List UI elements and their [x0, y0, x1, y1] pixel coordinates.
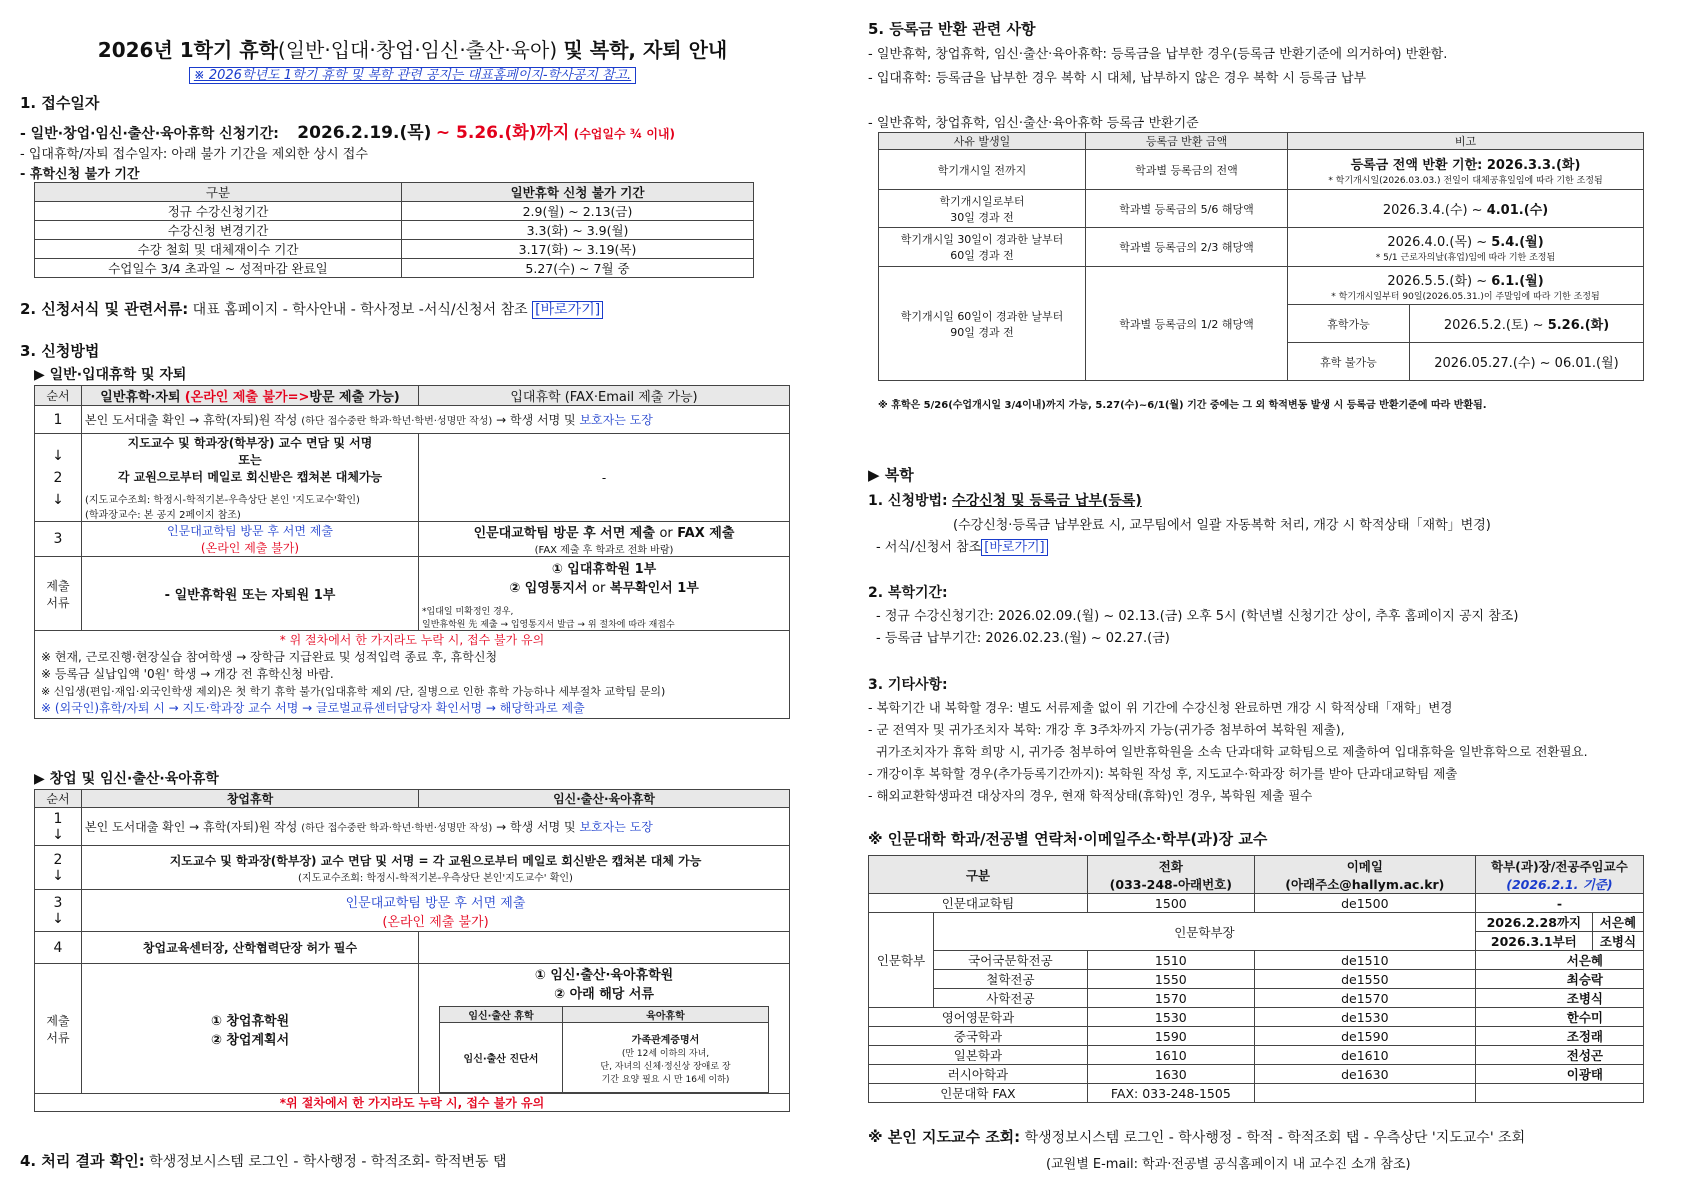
cell: 중국학과 — [869, 1027, 1088, 1046]
t2-r2-l1: 지도교수 및 학과장(학부장) 교수 면담 및 서명 = 각 교원으로부터 메일로 회신받은 캡쳐본 대체 가능 — [169, 853, 702, 868]
refund-r1-a: 학기개시일 전까지 — [879, 150, 1086, 190]
cell: - — [1475, 894, 1643, 913]
s3-heading: 3. 신청방법 — [20, 342, 100, 360]
contact-heading: ※ 인문대학 학과/전공별 연락처·이메일주소·학부(과)장 교수 — [868, 830, 1268, 848]
cell: 이광태 — [1475, 1065, 1643, 1084]
refund-r1-b: 학과별 등록금의 전액 — [1086, 150, 1288, 190]
table-row — [869, 1065, 1644, 1084]
t2-inner-c1: 임신·출산 진단서 — [440, 1023, 563, 1093]
t2-warn: *위 절차에서 한 가지라도 누락 시, 접수 불가 유의 — [35, 1094, 790, 1112]
table-row — [869, 1046, 1644, 1065]
bok-s3-lines — [868, 697, 1588, 807]
t2-r4-left: 창업교육센터장, 산학협력단장 허가 필수 — [82, 932, 419, 964]
refund-r4-e2: 2026.05.27.(수) ~ 06.01.(월) — [1410, 343, 1644, 381]
startup-leave-table — [34, 789, 790, 1112]
refund-r3-c3: * 5/1 근로자의날(휴업)임에 따라 기한 조정됨 — [1375, 253, 1556, 263]
contact-h4b: (2026.2.1. 기준) — [1506, 876, 1613, 892]
t1-h-general-a: 일반휴학·자퇴 — [100, 390, 181, 405]
contact-h2a: 전화 — [1158, 858, 1183, 874]
t1-r4-r2c: 복무확인서 1부 — [609, 580, 699, 596]
s3-sub2: ▶ 창업 및 임신·출산·육아휴학 — [34, 771, 219, 787]
t2-r1-c: → 학생 서명 및 — [496, 820, 576, 834]
cell: 일본학과 — [869, 1046, 1088, 1065]
t1-r4-n2: 일반휴학원 先 제출 → 입영통지서 발급 → 위 절차에 따라 재접수 — [422, 619, 675, 630]
contact-h1: 구분 — [869, 856, 1088, 894]
cell: 국어국문학전공 — [934, 951, 1088, 970]
t1-r2-right: - — [419, 434, 790, 522]
refund-r2-c — [1288, 190, 1644, 228]
t1-note-foreign: ※ (외국인)휴학/자퇴 시 → 지도·학과장 교수 서명 → 글로벌교류센터담당자 확인서명 → 해당학과로 제출 — [41, 701, 585, 715]
blackout-table — [34, 182, 754, 278]
t1-r2-l3: 각 교원으로부터 메일로 회신받은 캡쳐본 대체가능 — [117, 470, 383, 484]
arrow-down-icon: ↓ — [52, 491, 64, 508]
t2-r5-label1: 제출 — [46, 1013, 70, 1028]
title-bold-2: 및 복학, 자퇴 안내 — [563, 38, 728, 62]
advisor-heading: ※ 본인 지도교수 조회: — [868, 1128, 1021, 1146]
refund-r4-c2: 6.1.(월) — [1491, 273, 1544, 289]
bok-s2-heading: 2. 복학기간: — [868, 585, 948, 601]
cell: 한수미 — [1475, 1008, 1643, 1027]
bok-s3-line: - 군 전역자 및 귀가조치자 복학: 개강 후 3주차까지 가능(귀가증 첨부하여 복학원 제출), — [868, 722, 1345, 737]
refund-r3-c — [1288, 228, 1644, 267]
arrow-down-icon: ↓ — [52, 910, 64, 927]
s1-line1-note: (수업일수 ¾ 이내) — [573, 127, 676, 141]
refund-r2-b: 학과별 등록금의 5/6 해당액 — [1086, 190, 1288, 228]
t2-r2-l2: (지도교수조회: 학정시-학적기본-우측상단 본인'지도교수' 확인) — [298, 872, 573, 884]
cell: 3.17(화) ~ 3.19(목) — [402, 240, 754, 259]
refund-r3-a2: 60일 경과 전 — [950, 249, 1014, 262]
t1-r2-n2: (학과장교수: 본 공지 2페이지 참조) — [85, 510, 241, 521]
refund-r4-d1: 휴학가능 — [1288, 305, 1410, 343]
cell: 사학전공 — [934, 989, 1088, 1008]
t2-inner-c2a: 가족관계증명서 — [631, 1034, 700, 1046]
contact-h4a: 학부(과)장/전공주임교수 — [1491, 858, 1628, 874]
refund-r2-a2: 30일 경과 전 — [950, 210, 1014, 224]
cell — [1254, 1084, 1475, 1103]
cell: de1510 — [1254, 951, 1475, 970]
advisor-text: 학생정보시스템 로그인 - 학사행정 - 학적 - 학적조회 탭 - 우측상단 '지도교수' 조회 — [1024, 1130, 1526, 1146]
t1-r3-left — [82, 522, 419, 557]
refund-r4-c — [1288, 267, 1644, 305]
bok-s1-line2: (수강신청·등록금 납부완료 시, 교무팀에서 일괄 자동복학 처리, 개강 시 학적상태「재학」변경) — [953, 518, 1491, 533]
cell: 1590 — [1087, 1027, 1254, 1046]
t1-r1-c: → 학생 서명 및 — [496, 413, 576, 427]
cell: 서은혜 — [1475, 951, 1643, 970]
cell: 1550 — [1087, 970, 1254, 989]
t1-notes — [35, 631, 790, 719]
cell: 최승락 — [1475, 970, 1643, 989]
arrow-down-icon: ↓ — [52, 826, 64, 843]
t1-r3-l2: (온라인 제출 불가) — [200, 541, 300, 555]
advisor-line2: (교원별 E-mail: 학과·전공별 공식홈페이지 내 교수진 소개 참조) — [1046, 1157, 1411, 1172]
s4-heading: 4. 처리 결과 확인: — [20, 1152, 145, 1170]
cell: 2.9(월) ~ 2.13(금) — [402, 202, 754, 221]
t2-inner-c2c: 단, 자녀의 신체·정신상 장애로 장 — [600, 1061, 731, 1072]
t2-r3-num-text: 3 — [53, 894, 63, 911]
title-normal: (일반·입대·창업·임신·출산·육아) — [277, 38, 558, 62]
t2-r2-num-text: 2 — [53, 851, 63, 868]
page-title — [20, 34, 805, 63]
t1-r4-label2: 서류 — [46, 595, 70, 610]
refund-r4-d2b: 5.26.(화) — [1547, 318, 1610, 333]
table-row — [869, 1008, 1644, 1027]
refund-r2-a1: 학기개시일로부터 — [939, 194, 1025, 208]
cell: 전성곤 — [1475, 1046, 1643, 1065]
s1-line2: - 입대휴학/자퇴 접수일자: 아래 불가 기간을 제외한 상시 접수 — [20, 147, 368, 162]
refund-r2-a — [879, 190, 1086, 228]
bok-s3-line: - 복학기간 내 복학할 경우: 별도 서류제출 없이 위 기간에 수강신청 완료하면 개강 시 학적상태「재학」변경 — [868, 700, 1453, 715]
refund-r3-a1: 학기개시일 30일이 경과한 날부터 — [900, 233, 1064, 246]
s1-line1-label: - 일반·창업·임신·출산·육아휴학 신청기간: — [20, 126, 279, 142]
bok-s1-line — [868, 490, 1142, 510]
table-row — [869, 989, 1644, 1008]
s3-sub1: ▶ 일반·입대휴학 및 자퇴 — [34, 367, 187, 383]
arrow-down-icon: ↓ — [52, 867, 64, 884]
s1-line1-end: ~ 5.26.(화)까지 — [435, 123, 570, 143]
cell: 1610 — [1087, 1046, 1254, 1065]
t2-r1-num — [35, 808, 82, 846]
refund-r1-c1: 등록금 전액 반환 기한: 2026.3.3.(화) — [1350, 157, 1581, 173]
table-row — [869, 951, 1644, 970]
cell: 1530 — [1087, 1008, 1254, 1027]
s2-text: 대표 홈페이지 - 학사안내 - 학사정보 -서식/신청서 참조 — [192, 302, 528, 318]
bok-s3-line: - 개강이후 복학할 경우(추가등록기간까지): 복학원 작성 후, 지도교수·학과장 허가를 받아 단과대교학팀 제출 — [868, 766, 1458, 781]
t1-r1-a: 본인 도서대출 확인 → 휴학(자퇴)원 작성 — [85, 413, 298, 427]
contact-dean-n1: 서은혜 — [1592, 913, 1643, 932]
s2-line — [20, 298, 603, 319]
refund-h1: 사유 발생일 — [879, 133, 1086, 150]
refund-r3-a — [879, 228, 1086, 267]
t1-r3-r1a: 인문대교학팀 방문 후 서면 제출 — [473, 526, 655, 541]
cell: 인문대학 FAX — [869, 1084, 1088, 1103]
t1-h-military: 입대휴학 (FAX·Email 제출 가능) — [419, 386, 790, 406]
contact-dept-label: 인문학부 — [869, 913, 934, 1008]
refund-r2-c2: 4.01.(수) — [1486, 203, 1549, 218]
t1-r4-n1: *입대일 미확정인 경우, — [422, 606, 514, 617]
cell: FAX: 033-248-1505 — [1087, 1084, 1254, 1103]
refund-r4-d2a: 2026.5.2.(토) ~ — [1443, 318, 1544, 333]
contact-dean-p1: 2026.2.28까지 — [1475, 913, 1592, 932]
t2-r2-num — [35, 846, 82, 890]
t1-r2-num-text: 2 — [53, 469, 63, 486]
refund-r4-c1: 2026.5.5.(화) ~ — [1387, 273, 1488, 289]
t2-r3-num — [35, 890, 82, 932]
cell: de1610 — [1254, 1046, 1475, 1065]
advisor-line — [868, 1126, 1525, 1147]
table-row — [869, 1084, 1644, 1103]
contact-h3 — [1254, 856, 1475, 894]
cell: 3.3(화) ~ 3.9(월) — [402, 221, 754, 240]
t2-h-order: 순서 — [35, 790, 82, 808]
t2-r3-l2: (온라인 제출 불가) — [382, 914, 489, 930]
t1-r3-num: 3 — [35, 522, 82, 557]
t1-r1-b: (하단 접수중란 학과·학년·학번·성명만 작성) — [301, 416, 493, 427]
cell: de1570 — [1254, 989, 1475, 1008]
bok-s3-line: - 해외교환학생파견 대상자의 경우, 현재 학적상태(휴학)인 경우, 복학원 제출 필수 — [868, 788, 1313, 803]
cell: 영어영문학과 — [869, 1008, 1088, 1027]
t2-r1-a: 본인 도서대출 확인 → 휴학(자퇴)원 작성 — [85, 820, 298, 834]
t2-inner-c2 — [562, 1023, 768, 1093]
refund-h3: 비고 — [1288, 133, 1644, 150]
t1-r3-r1c: FAX 제출 — [677, 526, 735, 541]
t2-r5-right — [419, 964, 790, 1094]
s5-line3: - 일반휴학, 창업휴학, 임신·출산·육아휴학 등록금 반환기준 — [868, 116, 1199, 131]
blackout-h2: 일반휴학 신청 불가 기간 — [402, 183, 754, 202]
table-row — [35, 259, 754, 278]
s2-shortcut-link[interactable]: [바로가기] — [532, 301, 603, 319]
t2-inner-c2d: 기간 요양 필요 시 만 16세 이하) — [601, 1074, 730, 1085]
cell: 1510 — [1087, 951, 1254, 970]
t2-r5-r1: ① 임신·출산·육아휴학원 — [534, 968, 674, 983]
t2-inner-c2b: (만 12세 이하의 자녀, — [621, 1048, 710, 1059]
title-bold-1: 2026년 1학기 휴학 — [97, 38, 278, 62]
t1-r3-l1: 인문대교학팀 방문 후 서면 제출 — [167, 524, 333, 538]
refund-r4-a — [879, 267, 1086, 381]
t1-r3-r2: (FAX 제출 후 학과로 전화 바람) — [534, 545, 674, 556]
cell: 1500 — [1087, 894, 1254, 913]
t1-r2-l1: 지도교수 및 학과장(학부장) 교수 면담 및 서명 — [127, 436, 373, 450]
contact-h3a: 이메일 — [1346, 858, 1383, 874]
t2-r1-num-text: 1 — [53, 810, 63, 827]
contact-dean-n2: 조병식 — [1592, 932, 1643, 951]
t2-inner-table — [439, 1006, 769, 1093]
cell: 5.27(수) ~ 7월 중 — [402, 259, 754, 278]
s2-heading: 2. 신청서식 및 관련서류: — [20, 300, 189, 318]
table-row — [869, 894, 1644, 913]
refund-r3-c1: 2026.4.0.(목) ~ — [1387, 235, 1488, 250]
t2-r4-num: 4 — [35, 932, 82, 964]
cell: de1590 — [1254, 1027, 1475, 1046]
cell: 조병식 — [1475, 989, 1643, 1008]
refund-table — [878, 132, 1644, 381]
refund-r4-d2 — [1410, 305, 1644, 343]
refund-r1-c2: * 학기개시일(2026.03.03.) 전일이 대체공휴일임에 따라 기한 조정됨 — [1328, 175, 1603, 186]
refund-r4-a1: 학기개시일 60일이 경과한 날부터 — [900, 309, 1064, 323]
t2-r4-right — [419, 932, 790, 964]
t2-r5-label2: 서류 — [46, 1030, 70, 1045]
cell: de1550 — [1254, 970, 1475, 989]
bok-s1-line3-text: - 서식/신청서 참조 — [876, 540, 982, 555]
cell: 수강신청 변경기간 — [35, 221, 402, 240]
t1-r4-r1: ① 입대휴학원 1부 — [551, 561, 657, 577]
t1-r2-l2: 또는 — [238, 453, 262, 467]
bok-s1-line3 — [876, 536, 1048, 555]
s4-text: 학생정보시스템 로그인 - 학사행정 - 학적조회- 학적변동 탭 — [149, 1154, 507, 1170]
t1-r1-d: 보호자는 도장 — [579, 413, 653, 427]
refund-r4-e1: 휴학 불가능 — [1288, 343, 1410, 381]
contact-h2b: (033-248-아래번호) — [1109, 876, 1232, 892]
t1-note: ※ 등록금 실납입액 '0원' 학생 → 개강 전 휴학신청 바람. — [41, 667, 334, 681]
t1-r2-left — [82, 434, 419, 522]
t2-r5-r2: ② 아래 해당 서류 — [554, 987, 654, 1002]
refund-note: ※ 휴학은 5/26(수업개시일 3/4이내)까지 가능, 5.27(수)~6/1(월) 기간 중에는 그 외 학적변동 발생 시 등록금 반환기준에 따라 반환됨. — [878, 400, 1487, 411]
table-row — [35, 221, 754, 240]
t1-h-general-c: 방문 제출 가능) — [309, 390, 400, 405]
refund-r4-c3: * 학기개시일부터 90일(2026.05.31.)이 주말임에 따라 기한 조정됨 — [1331, 291, 1600, 302]
cell: 수업일수 3/4 초과일 ~ 성적마감 완료일 — [35, 259, 402, 278]
notice-wrap — [20, 64, 805, 83]
t1-r2-n1: (지도교수조회: 학정시-학적기본-우측상단 본인 '지도교수'확인) — [85, 495, 360, 506]
contact-h2 — [1087, 856, 1254, 894]
t2-inner-h1: 임신·출산 휴학 — [440, 1007, 563, 1023]
cell: 수강 철회 및 대체재이수 기간 — [35, 240, 402, 259]
contact-table — [868, 855, 1644, 1103]
cell: de1630 — [1254, 1065, 1475, 1084]
blackout-h1: 구분 — [35, 183, 402, 202]
t2-r1-b: (하단 접수중란 학과·학년·학번·성명만 작성) — [301, 823, 493, 834]
t2-h-parental: 임신·출산·육아휴학 — [419, 790, 790, 808]
cell: 1570 — [1087, 989, 1254, 1008]
t2-r1-text — [82, 808, 790, 846]
t1-r3-r1b: or — [659, 526, 673, 541]
t1-r3-right — [419, 522, 790, 557]
t2-r1-d: 보호자는 도장 — [579, 820, 653, 834]
refund-h2: 등록금 반환 금액 — [1086, 133, 1288, 150]
bok-s1-underlined: 수강신청 및 등록금 납부(등록) — [952, 493, 1142, 509]
s1-line1 — [20, 118, 675, 143]
t1-note: ※ 현재, 근로진행·현장실습 참여학생 → 장학금 지급완료 및 성적입력 종료 후, 휴학신청 — [41, 650, 498, 664]
bok-s2-line1: - 정규 수강신청기간: 2026.02.09.(월) ~ 02.13.(금) 오후 5시 (학년별 신청기간 상이, 추후 홈페이지 공지 참조) — [876, 609, 1519, 624]
bok-s3-heading: 3. 기타사항: — [868, 677, 948, 693]
notice-link[interactable]: ※ 2026학년도 1학기 휴학 및 복학 관련 공지는 대표홈페이지-학사공지 참고. — [189, 67, 636, 84]
cell: 1630 — [1087, 1065, 1254, 1084]
t1-r1-text — [82, 406, 790, 434]
refund-r3-c2: 5.4.(월) — [1491, 235, 1544, 250]
t2-inner-h2: 육아휴학 — [562, 1007, 768, 1023]
t2-h-startup: 창업휴학 — [82, 790, 419, 808]
bok-s2-line2: - 등록금 납부기간: 2026.02.23.(월) ~ 02.27.(금) — [876, 631, 1170, 646]
s5-line1: - 일반휴학, 창업휴학, 임신·출산·육아휴학: 등록금을 납부한 경우(등록금 반환기준에 의거하여) 반환함. — [868, 47, 1448, 62]
t1-r4-r2a: ② 입영통지서 — [509, 580, 588, 596]
table-row — [869, 970, 1644, 989]
cell: 인문대교학팀 — [869, 894, 1088, 913]
contact-h4 — [1475, 856, 1643, 894]
t1-h-general — [82, 386, 419, 406]
t1-r4-label1: 제출 — [46, 578, 70, 593]
s5-heading: 5. 등록금 반환 관련 사항 — [868, 20, 1036, 38]
t2-r5-l2: ② 창업계획서 — [210, 1032, 290, 1048]
t2-r5-label — [35, 964, 82, 1094]
arrow-down-icon: ↓ — [52, 447, 64, 464]
t2-r3-text — [82, 890, 790, 932]
t1-r4-r2b: or — [592, 580, 606, 596]
general-leave-table — [34, 385, 790, 719]
refund-r1-c — [1288, 150, 1644, 190]
s1-line1-date: 2026.2.19.(목) — [297, 123, 432, 143]
t1-warn: * 위 절차에서 한 가지라도 누락 시, 접수 불가 유의 — [279, 633, 545, 647]
t1-h-general-b: (온라인 제출 불가=> — [184, 390, 310, 405]
bok-s3-line: 귀가조치자가 휴학 희망 시, 귀가증 첨부하여 일반휴학원을 소속 단과대학 교학팀으로 제출하여 입대휴학을 일반휴학으로 전환필요. — [868, 744, 1588, 759]
cell: de1500 — [1254, 894, 1475, 913]
contact-dean-p2: 2026.3.1부터 — [1475, 932, 1592, 951]
cell: 조정래 — [1475, 1027, 1643, 1046]
table-row — [35, 202, 754, 221]
t1-r1-num: 1 — [35, 406, 82, 434]
s1-line3: - 휴학신청 불가 기간 — [20, 167, 140, 182]
t2-r2-text — [82, 846, 790, 890]
table-row — [869, 1027, 1644, 1046]
refund-r4-a2: 90일 경과 전 — [950, 325, 1014, 339]
cell: 정규 수강신청기간 — [35, 202, 402, 221]
t1-h-order: 순서 — [35, 386, 82, 406]
t1-r4-label — [35, 557, 82, 631]
s5-line2: - 입대휴학: 등록금을 납부한 경우 복학 시 대체, 납부하지 않은 경우 복학 시 등록금 납부 — [868, 71, 1367, 86]
bok-shortcut-link[interactable]: [바로가기] — [981, 539, 1047, 556]
cell: 러시아학과 — [869, 1065, 1088, 1084]
refund-r2-c1: 2026.3.4.(수) ~ — [1382, 203, 1483, 218]
refund-r3-b: 학과별 등록금의 2/3 해당액 — [1086, 228, 1288, 267]
t1-r4-left: - 일반휴학원 또는 자퇴원 1부 — [82, 557, 419, 631]
t2-r5-l1: ① 창업휴학원 — [210, 1013, 290, 1029]
table-row — [35, 240, 754, 259]
refund-r4-b: 학과별 등록금의 1/2 해당액 — [1086, 267, 1288, 381]
cell — [1475, 1084, 1643, 1103]
contact-h3b: (아래주소@hallym.ac.kr) — [1285, 876, 1445, 892]
t2-r3-l1: 인문대교학팀 방문 후 서면 제출 — [345, 895, 526, 911]
cell: 철학전공 — [934, 970, 1088, 989]
contact-dean-label: 인문학부장 — [934, 913, 1476, 951]
t2-r5-left — [82, 964, 419, 1094]
t1-r2-num — [35, 434, 82, 522]
cell: de1530 — [1254, 1008, 1475, 1027]
bok-heading: ▶ 복학 — [868, 466, 914, 484]
s1-heading: 1. 접수일자 — [20, 94, 100, 112]
bok-s1-heading: 1. 신청방법: — [868, 493, 948, 509]
t1-r4-right — [419, 557, 790, 631]
s4-line — [20, 1150, 507, 1171]
t1-note: ※ 신입생(편입·재입·외국인학생 제외)은 첫 학기 휴학 불가(입대휴학 제외 /단, 질병으로 인한 휴학 가능하나 세부절차 교학팀 문의) — [41, 685, 666, 698]
